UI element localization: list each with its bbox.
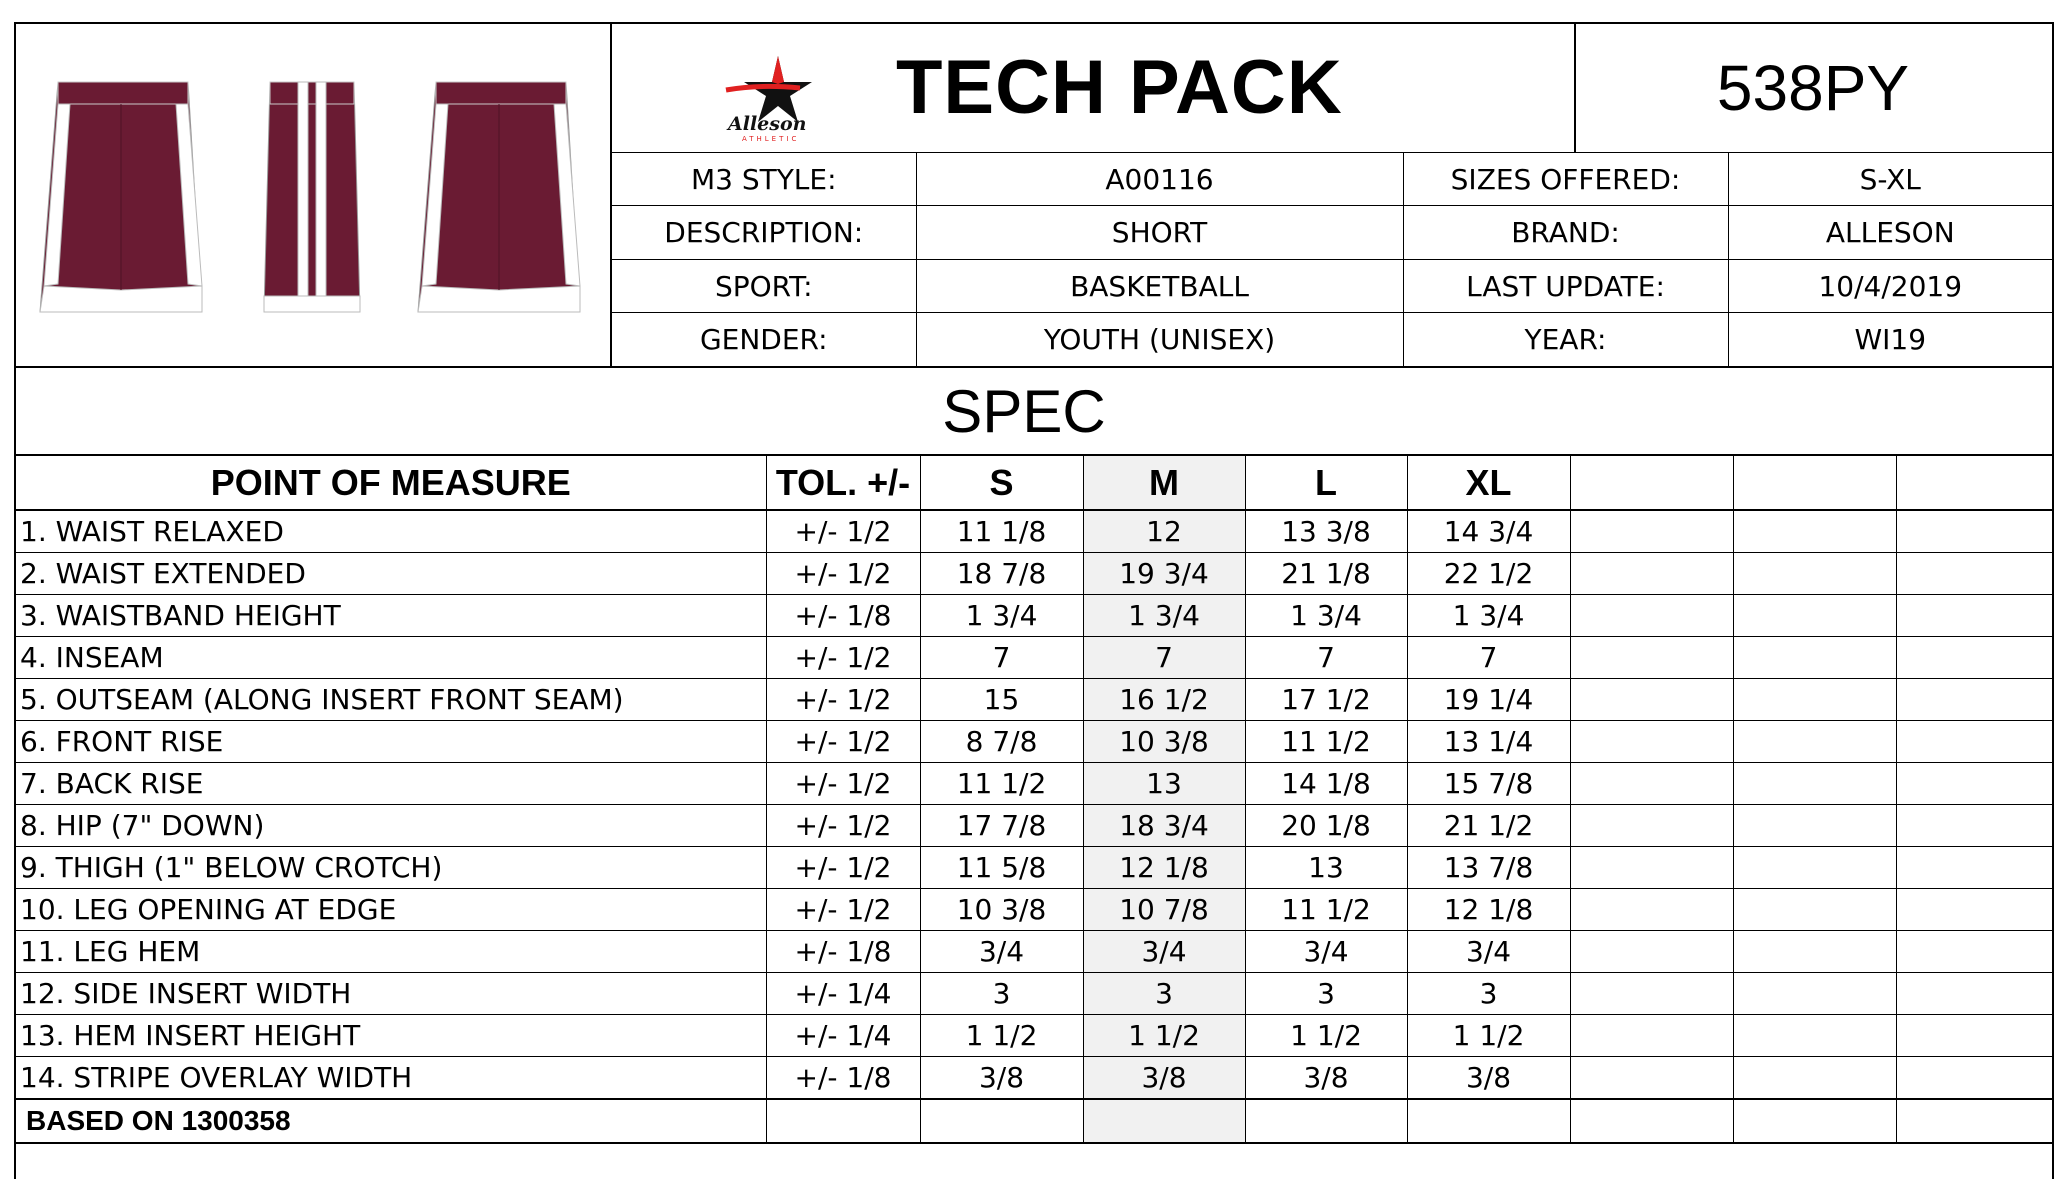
size-m-cell: 3/8 <box>1083 1057 1245 1100</box>
empty-cell <box>1896 595 2052 637</box>
info-value: WI19 <box>1728 313 2052 366</box>
pom-cell: 1. WAIST RELAXED <box>16 510 766 553</box>
info-row <box>612 153 2052 206</box>
info-label: YEAR: <box>1403 313 1728 366</box>
size-l-cell: 1 1/2 <box>1245 1015 1407 1057</box>
pom-cell: 11. LEG HEM <box>16 931 766 973</box>
size-m-cell: 13 <box>1083 763 1245 805</box>
empty-cell <box>1896 1015 2052 1057</box>
size-l-cell: 11 1/2 <box>1245 889 1407 931</box>
empty-cell <box>1570 889 1733 931</box>
empty-cell <box>1896 973 2052 1015</box>
empty-cell <box>1570 637 1733 679</box>
tolerance-cell: +/- 1/2 <box>766 553 920 595</box>
tolerance-cell: +/- 1/2 <box>766 679 920 721</box>
size-l-cell: 17 1/2 <box>1245 679 1407 721</box>
tolerance-cell: +/- 1/2 <box>766 847 920 889</box>
tolerance-cell: +/- 1/8 <box>766 1057 920 1100</box>
table-row <box>16 763 2052 805</box>
col-header-xl: XL <box>1407 456 1570 510</box>
size-s-cell: 15 <box>920 679 1083 721</box>
size-m-cell: 19 3/4 <box>1083 553 1245 595</box>
info-label: GENDER: <box>612 313 916 366</box>
tolerance-cell: +/- 1/8 <box>766 595 920 637</box>
empty-cell <box>1570 721 1733 763</box>
size-s-cell: 10 3/8 <box>920 889 1083 931</box>
size-m-cell: 12 <box>1083 510 1245 553</box>
size-l-cell: 11 1/2 <box>1245 721 1407 763</box>
col-header-empty <box>1733 456 1896 510</box>
empty-cell <box>766 1099 920 1143</box>
shorts-front-sketch <box>36 76 216 340</box>
size-m-cell: 10 3/8 <box>1083 721 1245 763</box>
pom-cell: 3. WAISTBAND HEIGHT <box>16 595 766 637</box>
size-m-cell: 3/4 <box>1083 931 1245 973</box>
info-label: BRAND: <box>1403 206 1728 260</box>
size-xl-cell: 3 <box>1407 973 1570 1015</box>
empty-cell <box>1733 637 1896 679</box>
info-value: BASKETBALL <box>916 259 1403 313</box>
size-m-cell: 12 1/8 <box>1083 847 1245 889</box>
size-s-cell: 3/4 <box>920 931 1083 973</box>
table-row <box>16 973 2052 1015</box>
info-label: SPORT: <box>612 259 916 313</box>
size-s-cell: 1 1/2 <box>920 1015 1083 1057</box>
info-row <box>612 206 2052 260</box>
pom-cell: 4. INSEAM <box>16 637 766 679</box>
empty-cell <box>1896 805 2052 847</box>
empty-cell <box>1896 679 2052 721</box>
empty-cell <box>1570 679 1733 721</box>
info-value: S-XL <box>1728 153 2052 206</box>
empty-cell <box>1896 553 2052 595</box>
size-xl-cell: 13 7/8 <box>1407 847 1570 889</box>
empty-cell <box>1733 763 1896 805</box>
empty-cell <box>1733 1099 1896 1143</box>
tech-pack-sheet <box>14 22 2054 1179</box>
alleson-logo <box>720 44 830 144</box>
empty-cell <box>1896 1099 2052 1143</box>
table-row <box>16 679 2052 721</box>
table-row <box>16 805 2052 847</box>
size-l-cell: 3 <box>1245 973 1407 1015</box>
size-s-cell: 17 7/8 <box>920 805 1083 847</box>
tolerance-cell: +/- 1/2 <box>766 721 920 763</box>
shorts-back-sketch <box>414 76 594 340</box>
info-value: SHORT <box>916 206 1403 260</box>
size-xl-cell: 1 1/2 <box>1407 1015 1570 1057</box>
col-header-s: S <box>920 456 1083 510</box>
empty-cell <box>1570 595 1733 637</box>
col-header-empty <box>1896 456 2052 510</box>
empty-cell <box>1570 763 1733 805</box>
tolerance-cell: +/- 1/4 <box>766 973 920 1015</box>
size-xl-cell: 3/4 <box>1407 931 1570 973</box>
size-m-cell: 3 <box>1083 973 1245 1015</box>
size-s-cell: 7 <box>920 637 1083 679</box>
table-row <box>16 1015 2052 1057</box>
col-header-empty <box>1570 456 1733 510</box>
info-label: M3 STYLE: <box>612 153 916 206</box>
empty-cell <box>1896 763 2052 805</box>
footer-note: BASED ON 1300358 <box>16 1099 766 1143</box>
product-info-table <box>612 153 2052 366</box>
table-row <box>16 1057 2052 1100</box>
size-xl-cell: 15 7/8 <box>1407 763 1570 805</box>
info-label: SIZES OFFERED: <box>1403 153 1728 206</box>
pom-cell: 5. OUTSEAM (ALONG INSERT FRONT SEAM) <box>16 679 766 721</box>
info-value: YOUTH (UNISEX) <box>916 313 1403 366</box>
empty-cell <box>1733 1057 1896 1100</box>
empty-cell <box>1245 1099 1407 1143</box>
empty-cell <box>1733 721 1896 763</box>
size-l-cell: 20 1/8 <box>1245 805 1407 847</box>
pom-cell: 9. THIGH (1" BELOW CROTCH) <box>16 847 766 889</box>
size-m-cell: 1 1/2 <box>1083 1015 1245 1057</box>
col-header-pom: POINT OF MEASURE <box>16 456 766 510</box>
table-row <box>16 889 2052 931</box>
pom-cell: 13. HEM INSERT HEIGHT <box>16 1015 766 1057</box>
empty-cell <box>1733 847 1896 889</box>
empty-cell <box>1733 1015 1896 1057</box>
header <box>16 24 2052 368</box>
empty-cell <box>1733 805 1896 847</box>
info-row <box>612 259 2052 313</box>
empty-cell <box>1896 931 2052 973</box>
style-code: 538PY <box>1574 24 2050 152</box>
empty-cell <box>920 1099 1083 1143</box>
footer-row <box>16 1099 2052 1143</box>
col-header-m: M <box>1083 456 1245 510</box>
size-s-cell: 3/8 <box>920 1057 1083 1100</box>
empty-cell <box>1570 973 1733 1015</box>
empty-cell <box>1733 679 1896 721</box>
pom-cell: 12. SIDE INSERT WIDTH <box>16 973 766 1015</box>
size-l-cell: 3/4 <box>1245 931 1407 973</box>
pom-cell: 6. FRONT RISE <box>16 721 766 763</box>
empty-cell <box>1570 847 1733 889</box>
empty-cell <box>1733 510 1896 553</box>
tolerance-cell: +/- 1/4 <box>766 1015 920 1057</box>
page-title: TECH PACK <box>896 45 1343 130</box>
size-s-cell: 11 1/2 <box>920 763 1083 805</box>
title-bar <box>612 24 2052 153</box>
table-header-row <box>16 456 2052 510</box>
size-l-cell: 14 1/8 <box>1245 763 1407 805</box>
table-row <box>16 553 2052 595</box>
tolerance-cell: +/- 1/8 <box>766 931 920 973</box>
size-l-cell: 3/8 <box>1245 1057 1407 1100</box>
pom-cell: 14. STRIPE OVERLAY WIDTH <box>16 1057 766 1100</box>
size-xl-cell: 19 1/4 <box>1407 679 1570 721</box>
measurement-table <box>16 456 2052 1144</box>
size-xl-cell: 7 <box>1407 637 1570 679</box>
size-xl-cell: 1 3/4 <box>1407 595 1570 637</box>
size-s-cell: 11 5/8 <box>920 847 1083 889</box>
svg-text:ATHLETIC: ATHLETIC <box>742 135 800 143</box>
size-xl-cell: 21 1/2 <box>1407 805 1570 847</box>
empty-cell <box>1896 510 2052 553</box>
empty-cell <box>1896 721 2052 763</box>
empty-cell <box>1570 1057 1733 1100</box>
size-s-cell: 18 7/8 <box>920 553 1083 595</box>
tolerance-cell: +/- 1/2 <box>766 889 920 931</box>
tolerance-cell: +/- 1/2 <box>766 637 920 679</box>
pom-cell: 10. LEG OPENING AT EDGE <box>16 889 766 931</box>
size-xl-cell: 22 1/2 <box>1407 553 1570 595</box>
table-row <box>16 510 2052 553</box>
size-l-cell: 1 3/4 <box>1245 595 1407 637</box>
table-row <box>16 847 2052 889</box>
table-row <box>16 595 2052 637</box>
size-xl-cell: 3/8 <box>1407 1057 1570 1100</box>
empty-cell <box>1896 1057 2052 1100</box>
size-m-cell: 10 7/8 <box>1083 889 1245 931</box>
pom-cell: 8. HIP (7" DOWN) <box>16 805 766 847</box>
size-s-cell: 3 <box>920 973 1083 1015</box>
size-xl-cell: 14 3/4 <box>1407 510 1570 553</box>
info-row <box>612 313 2052 366</box>
pom-cell: 2. WAIST EXTENDED <box>16 553 766 595</box>
empty-cell <box>1896 847 2052 889</box>
size-m-cell: 7 <box>1083 637 1245 679</box>
empty-cell <box>1896 889 2052 931</box>
table-row <box>16 637 2052 679</box>
empty-cell <box>1570 510 1733 553</box>
info-label: DESCRIPTION: <box>612 206 916 260</box>
info-value: 10/4/2019 <box>1728 259 2052 313</box>
tolerance-cell: +/- 1/2 <box>766 805 920 847</box>
size-m-cell: 1 3/4 <box>1083 595 1245 637</box>
size-l-cell: 13 3/8 <box>1245 510 1407 553</box>
col-header-l: L <box>1245 456 1407 510</box>
table-row <box>16 721 2052 763</box>
size-m-cell: 16 1/2 <box>1083 679 1245 721</box>
size-l-cell: 21 1/8 <box>1245 553 1407 595</box>
empty-cell <box>1733 973 1896 1015</box>
col-header-tol: TOL. +/- <box>766 456 920 510</box>
info-value: ALLESON <box>1728 206 2052 260</box>
empty-cell <box>1407 1099 1570 1143</box>
empty-cell <box>1570 931 1733 973</box>
tolerance-cell: +/- 1/2 <box>766 510 920 553</box>
spec-title: SPEC <box>16 368 2052 456</box>
svg-text:Alleson: Alleson <box>728 113 807 135</box>
table-row <box>16 931 2052 973</box>
size-l-cell: 7 <box>1245 637 1407 679</box>
size-xl-cell: 13 1/4 <box>1407 721 1570 763</box>
size-s-cell: 11 1/8 <box>920 510 1083 553</box>
empty-cell <box>1733 595 1896 637</box>
empty-cell <box>1733 553 1896 595</box>
empty-cell <box>1570 1015 1733 1057</box>
empty-cell <box>1570 805 1733 847</box>
empty-cell <box>1083 1099 1245 1143</box>
empty-cell <box>1733 889 1896 931</box>
size-s-cell: 8 7/8 <box>920 721 1083 763</box>
info-value: A00116 <box>916 153 1403 206</box>
empty-cell <box>1570 553 1733 595</box>
size-xl-cell: 12 1/8 <box>1407 889 1570 931</box>
size-m-cell: 18 3/4 <box>1083 805 1245 847</box>
empty-cell <box>1896 637 2052 679</box>
pom-cell: 7. BACK RISE <box>16 763 766 805</box>
size-s-cell: 1 3/4 <box>920 595 1083 637</box>
empty-cell <box>1570 1099 1733 1143</box>
empty-cell <box>1733 931 1896 973</box>
tolerance-cell: +/- 1/2 <box>766 763 920 805</box>
shorts-side-sketch <box>254 76 370 340</box>
info-label: LAST UPDATE: <box>1403 259 1728 313</box>
size-l-cell: 13 <box>1245 847 1407 889</box>
product-sketches <box>16 24 612 366</box>
